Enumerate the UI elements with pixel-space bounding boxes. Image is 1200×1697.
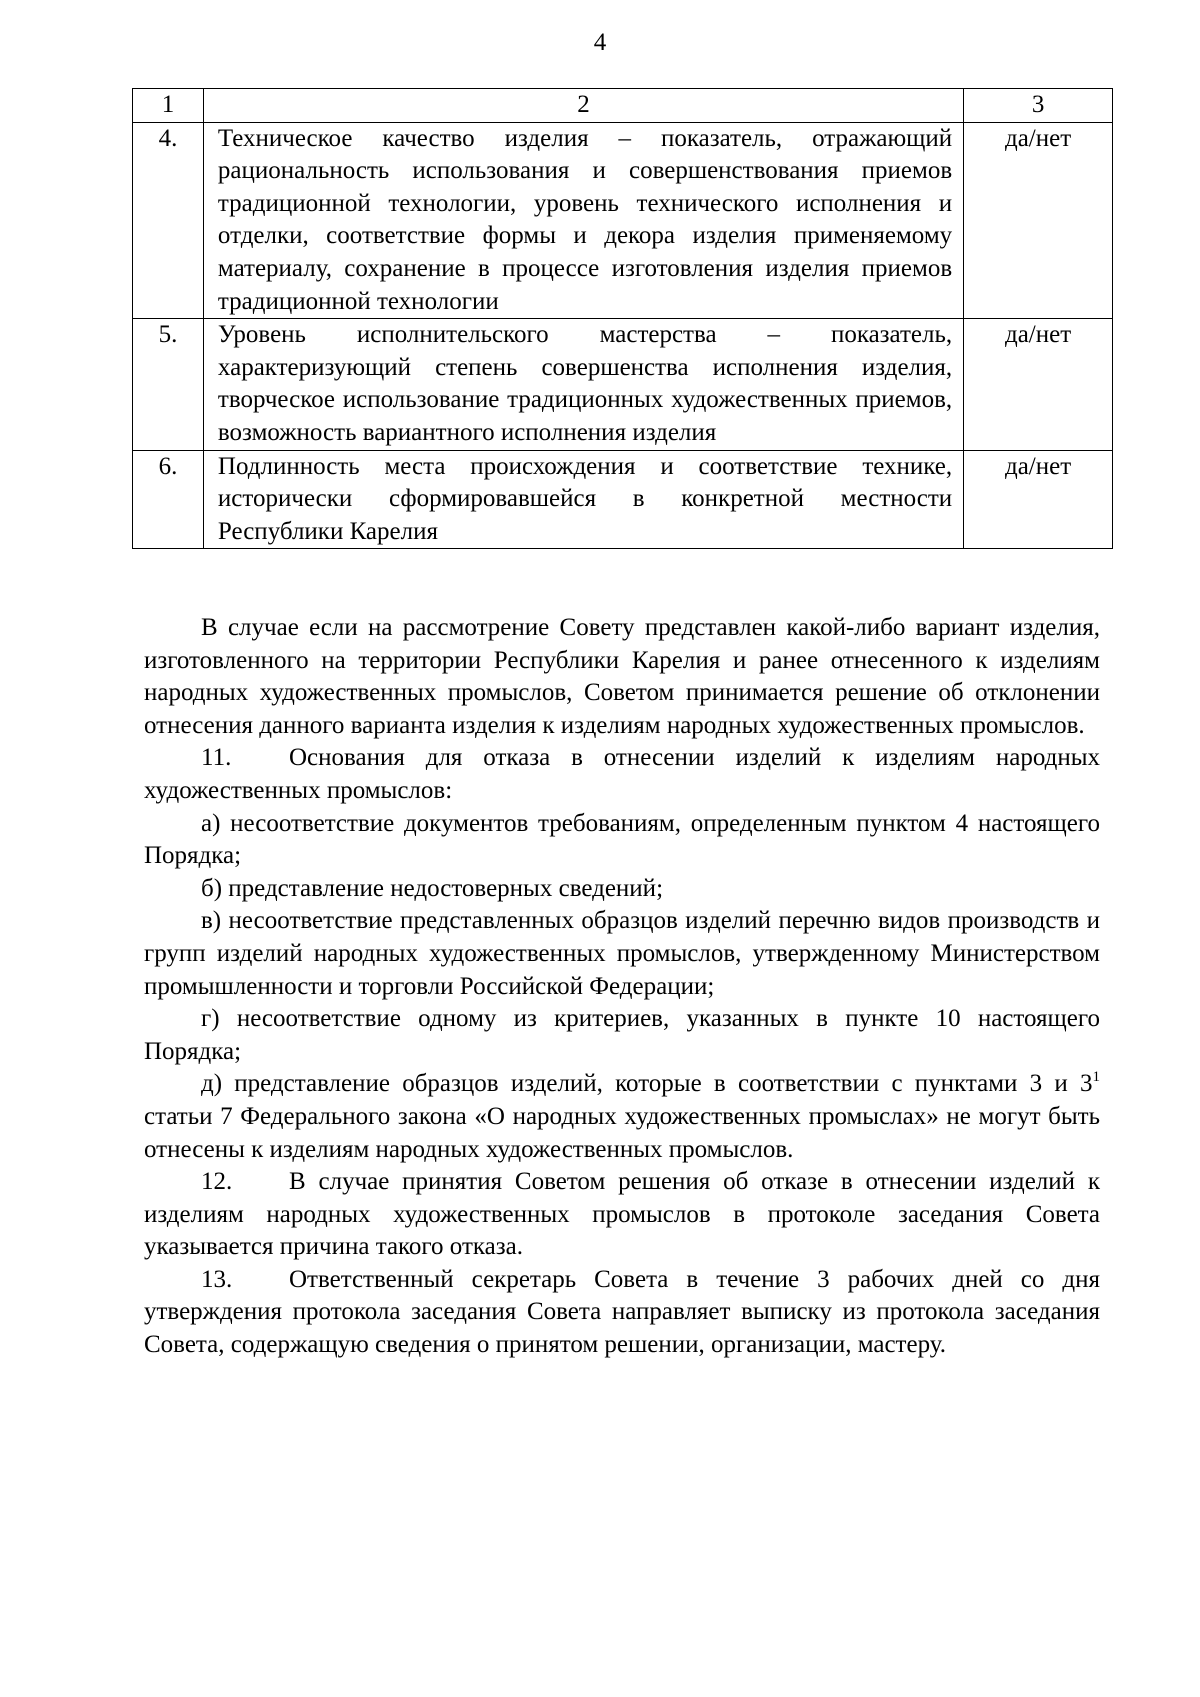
- criterion-value: да/нет: [964, 122, 1113, 319]
- paragraph-12: [144, 1166, 1100, 1264]
- list-item-v: в) несоответствие представленных образцов изделий перечню видов производств и групп изделий народных художественных промыслов, утвержденному Министерством промышленности и торговли Российской Федерации;: [144, 907, 1100, 1000]
- document-body: [144, 612, 1100, 1362]
- list-item-g: г) несоответствие одному из критериев, указанных в пункте 10 настоящего Порядка;: [144, 1005, 1100, 1065]
- column-header-number: 1: [133, 89, 204, 123]
- table-row: [133, 319, 1113, 450]
- table-row: [133, 450, 1113, 549]
- row-number: 6.: [133, 450, 204, 549]
- criterion-text: Подлинность места происхождения и соответствие технике, исторически сформировавшейся в конкретной местности Республики Карелия: [203, 450, 963, 549]
- row-number: 4.: [133, 122, 204, 319]
- paragraph-11: [144, 742, 1100, 807]
- list-item-text-end: статьи 7 Федерального закона «О народных художественных промыслах» не могут быть отнесены к изделиям народных художественных промыслов.: [144, 1102, 1100, 1163]
- table-row: [133, 122, 1113, 319]
- paragraph-intro: В случае если на рассмотрение Совету представлен какой-либо вариант изделия, изготовленного на территории Республики Карелия и ранее отнесенного к изделиям народных художественных промыслов, Советом принимается решение об отклонении отнесения данного варианта изделия к изделиям народных художественных промыслов.: [144, 614, 1100, 739]
- page-number: 4: [593, 29, 607, 56]
- list-item-d: [144, 1068, 1100, 1166]
- paragraph-number: 11.: [201, 744, 232, 772]
- criterion-value: да/нет: [964, 319, 1113, 450]
- column-header-value: 3: [964, 89, 1113, 123]
- column-header-criterion: 2: [203, 89, 963, 123]
- paragraph-number: 13.: [201, 1265, 233, 1293]
- paragraph-13: [144, 1264, 1100, 1362]
- criterion-text: Уровень исполнительского мастерства – показатель, характеризующий степень совершенства исполнения изделия, творческое использование традиционных художественных приемов, возможность вариантного исполнения изделия: [203, 319, 963, 450]
- row-number: 5.: [133, 319, 204, 450]
- table-header-row: [133, 89, 1113, 123]
- paragraph-text: Ответственный секретарь Совета в течение 3 рабочих дней со дня утверждения протокола заседания Совета направляет выписку из протокола заседания Совета, содержащую сведения о принятом решении, организации, мастеру.: [144, 1265, 1100, 1359]
- criteria-table: [132, 88, 1113, 549]
- list-item-b: б) представление недостоверных сведений;: [201, 874, 664, 902]
- criterion-text: Техническое качество изделия – показатель, отражающий рациональность использования и совершенствования приемов традиционной технологии, уровень технического исполнения и отделки, соответствие формы и декора изделия применяемому материалу, сохранение в процессе изготовления изделия приемов традиционной технологии: [203, 122, 963, 319]
- paragraph-text: Основания для отказа в отнесении изделий к изделиям народных художественных промыслов:: [144, 744, 1100, 804]
- superscript: 1: [1092, 1069, 1100, 1086]
- list-item-a: а) несоответствие документов требованиям, определенным пунктом 4 настоящего Порядка;: [144, 809, 1100, 870]
- paragraph-number: 12.: [201, 1168, 233, 1196]
- criterion-value: да/нет: [964, 450, 1113, 549]
- list-item-text-start: д) представление образцов изделий, которые в соответствии с пунктами 3 и 3: [201, 1070, 1093, 1098]
- paragraph-text: В случае принятия Советом решения об отказе в отнесении изделий к изделиям народных художественных промыслов в протоколе заседания Совета указывается причина такого отказа.: [144, 1168, 1100, 1261]
